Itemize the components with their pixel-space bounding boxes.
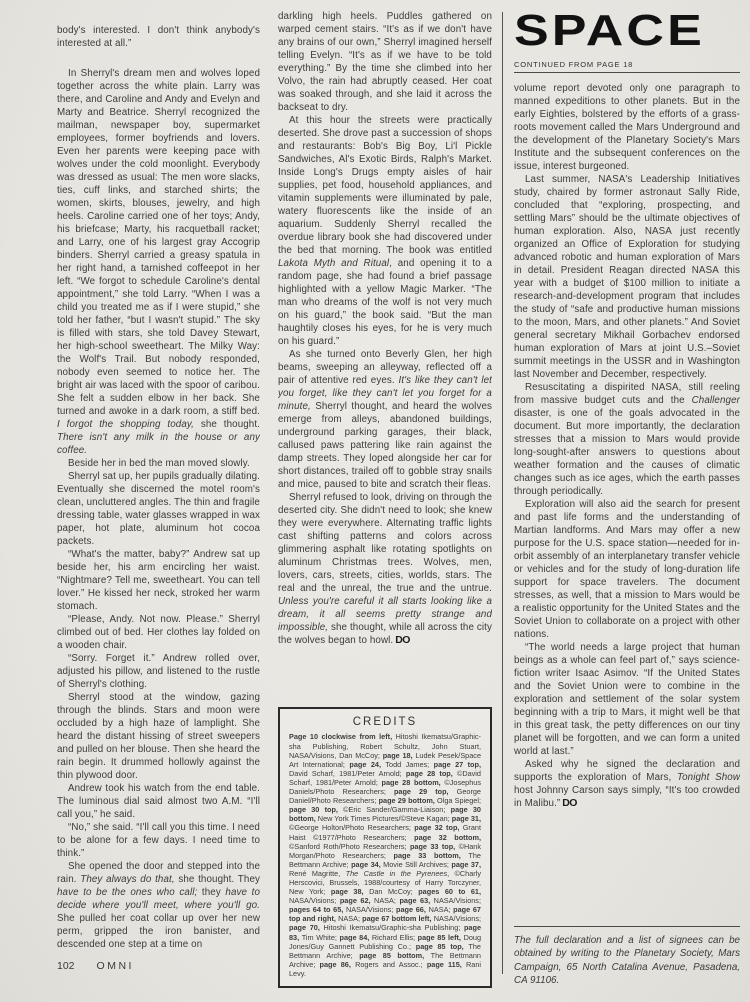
declaration-footnote: The full declaration and a list of signees can be obtained by writing to the Planetary Society, Mars Campaign, 65 North Catalina Avenue, Pasadena, CA 91106. xyxy=(514,934,740,987)
story-paragraph: “What's the matter, baby?” Andrew sat up beside her, his arm encircling her waist. “Nightmare? Tell me, sweetheart. You can tell lover.” He kissed her neck, stroked her warm stomach. xyxy=(57,549,260,612)
story-paragraph: “The world needs a large project that human beings as a whole can feel part of,” says science-fiction writer Isaac Asimov. “If the United States and the Soviet Union were to combine in the exploration and settlement of the solar system beginning with a trip to Mars, it might well be that in this great task, the petty differences on our tiny planet will be forgotten, and we can form a united world at last.” xyxy=(514,642,740,757)
story-paragraph: Sherryl stood at the window, gazing through the blinds. Stars and moon were occluded by a high haze of lamplight. She heard the distant hissing of street sweepers and pulled on her blouse. Then she heard the rain begin. It drummed hollowly against the thin plywood door. xyxy=(57,692,260,781)
story-paragraph: Andrew took his watch from the end table. The luminous dial said almost two A.M. “I'll call you,” he said. xyxy=(57,783,260,820)
space-column xyxy=(514,5,740,992)
story-paragraph: “Please, Andy. Not now. Please.” Sherryl climbed out of bed. Her clothes lay folded on a wooden chair. xyxy=(57,614,260,651)
credits-body: Page 10 clockwise from left, Hitoshi Ikematsu/Graphic-sha Publishing, Robert Schultz, John Stuart, NASA/Visions, Dan McCoy; page 18, Ludek Pesek/Space Art International; page 24, Todd James; page 27 top, David Scharf, 1981/Peter Arnold; page 28 top, ©David Scharf, 1981/Peter Arnold; page 28 bottom, ©Josephus Daniels/Photo Researchers; page 29 top, George Daniel/Photo Researchers; page 29 bottom, Olga Spiegel; page 30 top, ©Eric Sander/Gamma-Liaison; page 30 bottom, New York Times Pictures/©Steve Kagan; page 31, ©George Holton/Photo Researchers; page 32 top, Grant Haist ©1977/Photo Researchers; page 32 bottom, ©Sanford Roth/Photo Researchers; page 33 top, ©Hank Morgan/Photo Researchers; page 33 bottom, The Bettmann Archive; page 34, Movie Still Archives; page 37, René Magritte, The Castle in the Pyrenees, ©Charly Herscovici, Brussels, 1988/courtesy of Harry Torczyner, New York; page 38, Dan McCoy; pages 60 to 61, NASA/Visions; page 62, NASA; page 63, NASA/Visions; pages 64 to 65, NASA/Visions; page 66, NASA; page 67 top and right, NASA; page 67 bottom left, NASA/Visions; page 70, Hitoshi Ikematsu/Graphic-sha Publishing; page 83, Tim White; page 84, Richard Ellis; page 85 left, Doug Jones/Guy Gannett Publishing Co.; page 85 top, The Bettmann Archive; page 85 bottom, The Bettmann Archive; page 86, Rogers and Assoc.; page 115, Rani Levy. xyxy=(289,732,482,978)
credits-title: CREDITS xyxy=(352,716,418,729)
story-paragraph: Beside her in bed the man moved slowly. xyxy=(68,458,250,469)
fiction-column-2-text xyxy=(278,10,492,697)
story-paragraph: In Sherryl's dream men and wolves loped together across the white plain. Larry was there, and Caroline and Andy and Evelyn and Marty and Beatrice. Sherryl recognized the mailman, newspaper boy, supermarket employees, former boyfriends and lovers. Even her parents were keeping pace with wolves under the cold moonlight. Everybody was dressed as usual: The men wore slacks, ties, cuff links, and starched shirts; the women, skirts, blouses, jewelry, and high heels. Caroline carried one of her toys; Andy, his briefcase; Marty, his racquetball racket; and Larry, one of his largest gray Accogrip binders. Sherryl carried a greasy spatula in her right hand, a tarnished coffeepot in her left. “We forgot to schedule Caroline's dental appointment,” she told Larry. “When I was a child you treated me as if I were stupid,” she told her father, “but I wasn't stupid.” The sky is filled with stars, she told Davey Stewart, her high-school sweetheart. The Milky Way: the Wolf's Trail. But nobody responded, nobody even seemed to notice her. The bright air was laced with the spoor of caribou. She felt a sudden elbow in her back. She turned and awoke in a dark room, a stiff bed. I forgot the shopping today, she thought. There isn't any milk in the house or any coffee. xyxy=(57,68,260,456)
story-paragraph: At this hour the streets were practically deserted. She drove past a succession of shops and restaurants: Bob's Big Boy, Li'l Pickle Sandwiches, Al's Exotic Birds, Ralph's Market. Inside Long's Drugs empty aisles of hair supplies, pet food, household appliances, and vitamin supplements were illuminated by pale, watery fluorescents like the inside of an aquarium. Suddenly Sherryl recalled the overdue library book she had discovered under the bed that morning. The book was entitled Lakota Myth and Ritual, and opening it to a random page, she had found a brief passage highlighted with a yellow Magic Marker. “The man who dreams of the wolf is not very much on his guard,” the book said. “But the man haughtily closes his eyes, for he is very much on his guard.” xyxy=(278,115,492,347)
story-paragraph: volume report devoted only one paragraph to manned expeditions to other planets. But in the early Eighties, bolstered by the efforts of a grass-roots movement called the Mars Underground and the development of the Planetary Society's Mars Institute and the subsequent conferences on the issue, interest burgeoned. xyxy=(514,83,740,172)
story-paragraph: body's interested. I don't think anybody's interested at all.” xyxy=(57,25,260,49)
space-section-logo: SPACE xyxy=(514,5,705,55)
story-paragraph: Exploration will also aid the search for present and past life forms and the understanding of Martian landforms. And Mars may offer a new purpose for the U.S. space station—needed for in-orbit assembly of an interplanetary transfer vehicle or vehicles and for the study of long-duration life support for space travelers. The document stresses, as well, that a mission to Mars would be a realistic opportunity for the United States and the Soviet Union to collaborate on a project with other nations. xyxy=(514,499,740,640)
column-divider-rule xyxy=(502,12,503,974)
story-paragraph: “Sorry. Forget it.” Andrew rolled over, adjusted his pillow, and listened to the rustle of Sherryl's clothing. xyxy=(57,653,260,690)
story-paragraph: “No,” she said. “I'll call you this time. I need to be alone for a few days. I need time to think.” xyxy=(57,822,260,859)
end-of-article-mark: DO xyxy=(395,634,410,646)
story-paragraph: Asked why he signed the declaration and supports the exploration of Mars, Tonight Show host Johnny Carson says simply, “It's too crowded in Malibu.” DO xyxy=(514,759,740,809)
story-paragraph: She opened the door and stepped into the rain. They always do that, she thought. They have to be the ones who call; they have to decide where you'll meet, where you'll go. She pulled her coat collar up over her new perm, gripped the iron banister, and descended one step at a time on xyxy=(57,861,260,950)
credits-box xyxy=(278,707,492,988)
page-folio xyxy=(57,960,134,972)
story-paragraph: Last summer, NASA's Leadership Initiatives study, chaired by former astronaut Sally Ride, concluded that “exploring, prospecting, and settling Mars” should be the ultimate objectives of human exploration. Also, NASA just recently organized an Office of Exploration for studying advanced robotic and human exploration of Mars in detail. President Reagan directed NASA this year with a budget of $100 million to initiate a research-and-development program that includes the study of “safe and productive human missions to the moon, Mars, and other planets.” And Soviet general secretary Mikhail Gorbachev endorsed human exploration of Mars at joint U.S.–Soviet summit meetings in the USSR and in Washington last November and December, respectively. xyxy=(514,174,740,380)
footer-rule xyxy=(514,926,740,927)
story-paragraph: Resuscitating a dispirited NASA, still reeling from massive budget cuts and the Challenger disaster, is one of the goals advocated in the document. But more importantly, the declaration stresses that a mission to Mars would provide long-sought-after answers to questions about weather formation and the causes of climatic changes such as ice ages, which the earth passes through periodically. xyxy=(514,382,740,497)
space-article-text xyxy=(514,82,740,918)
story-paragraph: Sherryl refused to look, driving on through the deserted city. She didn't need to look; she knew they were everywhere. Alternating traffic lights cast shifting patterns and colors across glimmering asphalt like rotating spotlights on aluminum Christmas trees. Wolves, men, lovers, cars, streets, cities, worlds, stars. The real and the unreal, the true and the untrue. Unless you're careful it all starts looking like a dream, it all seems pretty strange and impossible, she thought, while all across the city the wolves began to howl. DO xyxy=(278,492,492,646)
page-number: 102 xyxy=(57,960,75,972)
continued-from-line: CONTINUED FROM PAGE 18 xyxy=(514,60,634,69)
story-paragraph: darkling high heels. Puddles gathered on warped cement stairs. “It's as if we don't have any brains of our own,” Sherryl imagined herself telling Evelyn. “It's as if we have to be told everything.” By the time she climbed into her Volvo, the rain had abruptly ceased. Her coat was soaked through, and she laid it across the backseat to dry. xyxy=(278,11,492,113)
magazine-name: OMNI xyxy=(96,960,134,972)
end-of-article-mark: DO xyxy=(562,797,577,809)
fiction-column-1 xyxy=(57,24,260,952)
story-paragraph: As she turned onto Beverly Glen, her high beams, sweeping an alleyway, reflected off a pair of attentive red eyes. It's like they can't let you forget, like they can't let you forget for a minute, Sherryl thought, and heard the wolves emerge from alleys, abandoned buildings, underground parking garages, their black, callused paws pattering like rain against the damp streets. They loped alongside her car for short distances, trailed off to gobble stray snails and mice, paused to bite and scratch their fleas. xyxy=(278,349,492,490)
header-rule xyxy=(514,72,740,73)
fiction-column-2 xyxy=(278,10,492,988)
story-paragraph: Sherryl sat up, her pupils gradually dilating. Eventually she discerned the motel room's clean, uncluttered angles. The thin and fragile dressing table, water glasses wrapped in wax paper, hot plate, aluminum hot cocoa packets. xyxy=(57,471,260,547)
